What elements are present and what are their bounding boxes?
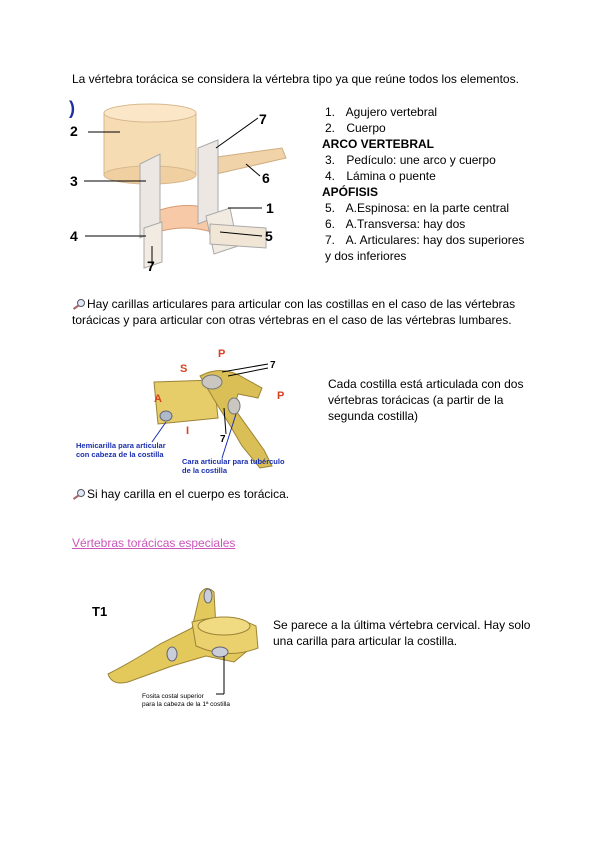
fig1-label-5: 5 <box>265 228 273 244</box>
label-inferior: I <box>186 425 190 437</box>
fig1-label-6: 6 <box>262 170 270 186</box>
label-posterior-top: P <box>218 348 226 360</box>
link-vertebras-especiales[interactable]: Vértebras torácicas especiales <box>72 536 236 550</box>
label-anterior: A <box>154 393 162 405</box>
label-7-bottom: 7 <box>220 434 226 445</box>
list-item: 4. Lámina o puente <box>325 169 436 183</box>
fig1-label-1: 1 <box>266 200 274 216</box>
caption-cara-line2: de la costilla <box>182 466 228 475</box>
magnifier-icon <box>72 298 86 310</box>
list-item: 6. A.Transversa: hay dos <box>325 217 466 231</box>
t1-paragraph: Se parece a la última vértebra cervical. Hay solo una carilla para articular la costilla. <box>273 618 531 648</box>
corner-mark: ) <box>69 98 75 118</box>
fig1-label-7-bottom: 7 <box>147 258 155 274</box>
magnifier-icon <box>72 488 86 500</box>
fig1-label-4: 4 <box>70 228 78 244</box>
list-item: 3. Pedículo: une arco y cuerpo <box>325 153 496 167</box>
intro-paragraph: La vértebra torácica se considera la vértebra tipo ya que reúne todos los elementos. <box>72 72 519 86</box>
ribs-paragraph: Cada costilla está articulada con dos vértebras torácicas (a partir de la segunda costilla) <box>328 377 524 423</box>
list-item: 5. A.Espinosa: en la parte central <box>325 201 510 215</box>
schematic-vertebra-figure <box>60 96 300 278</box>
fig1-label-2: 2 <box>70 123 78 139</box>
list-item: 2. Cuerpo <box>325 121 386 135</box>
label-superior: S <box>180 363 188 375</box>
fig1-label-3: 3 <box>70 173 78 189</box>
t1-caption-line2: para la cabeza de la 1ª costilla <box>142 701 231 708</box>
list-item-continuation: y dos inferiores <box>325 249 407 263</box>
t1-vertebra-figure <box>88 582 274 712</box>
caption-hemicarilla-line2: con cabeza de la costilla <box>76 450 164 459</box>
list-item: 1. Agujero vertebral <box>325 105 438 119</box>
list-item: 7. A. Articulares: hay dos superiores <box>325 233 525 247</box>
vertebra-parts-list <box>322 104 582 264</box>
t1-title: T1 <box>92 604 108 619</box>
note-carillas: Hay carillas articulares para articular con las costillas en el caso de las vértebras torácicas y para articular con otras vértebras en el caso de las vértebras lumbares. <box>72 297 516 327</box>
t1-caption-line1: Fosita costal superior <box>142 693 204 700</box>
heading-arco-vertebral: ARCO VERTEBRAL <box>322 137 435 151</box>
fig1-label-7-top: 7 <box>259 111 267 127</box>
heading-apofisis: APÓFISIS <box>322 185 379 199</box>
lateral-vertebra-figure <box>72 342 312 480</box>
caption-cara-line1: Cara articular para tubérculo <box>182 457 285 466</box>
label-7-top: 7 <box>270 360 276 371</box>
note-toracica: Si hay carilla en el cuerpo es torácica. <box>72 486 542 502</box>
caption-hemicarilla-line1: Hemicarilla para articular <box>76 441 166 450</box>
label-posterior-right: P <box>277 390 285 402</box>
